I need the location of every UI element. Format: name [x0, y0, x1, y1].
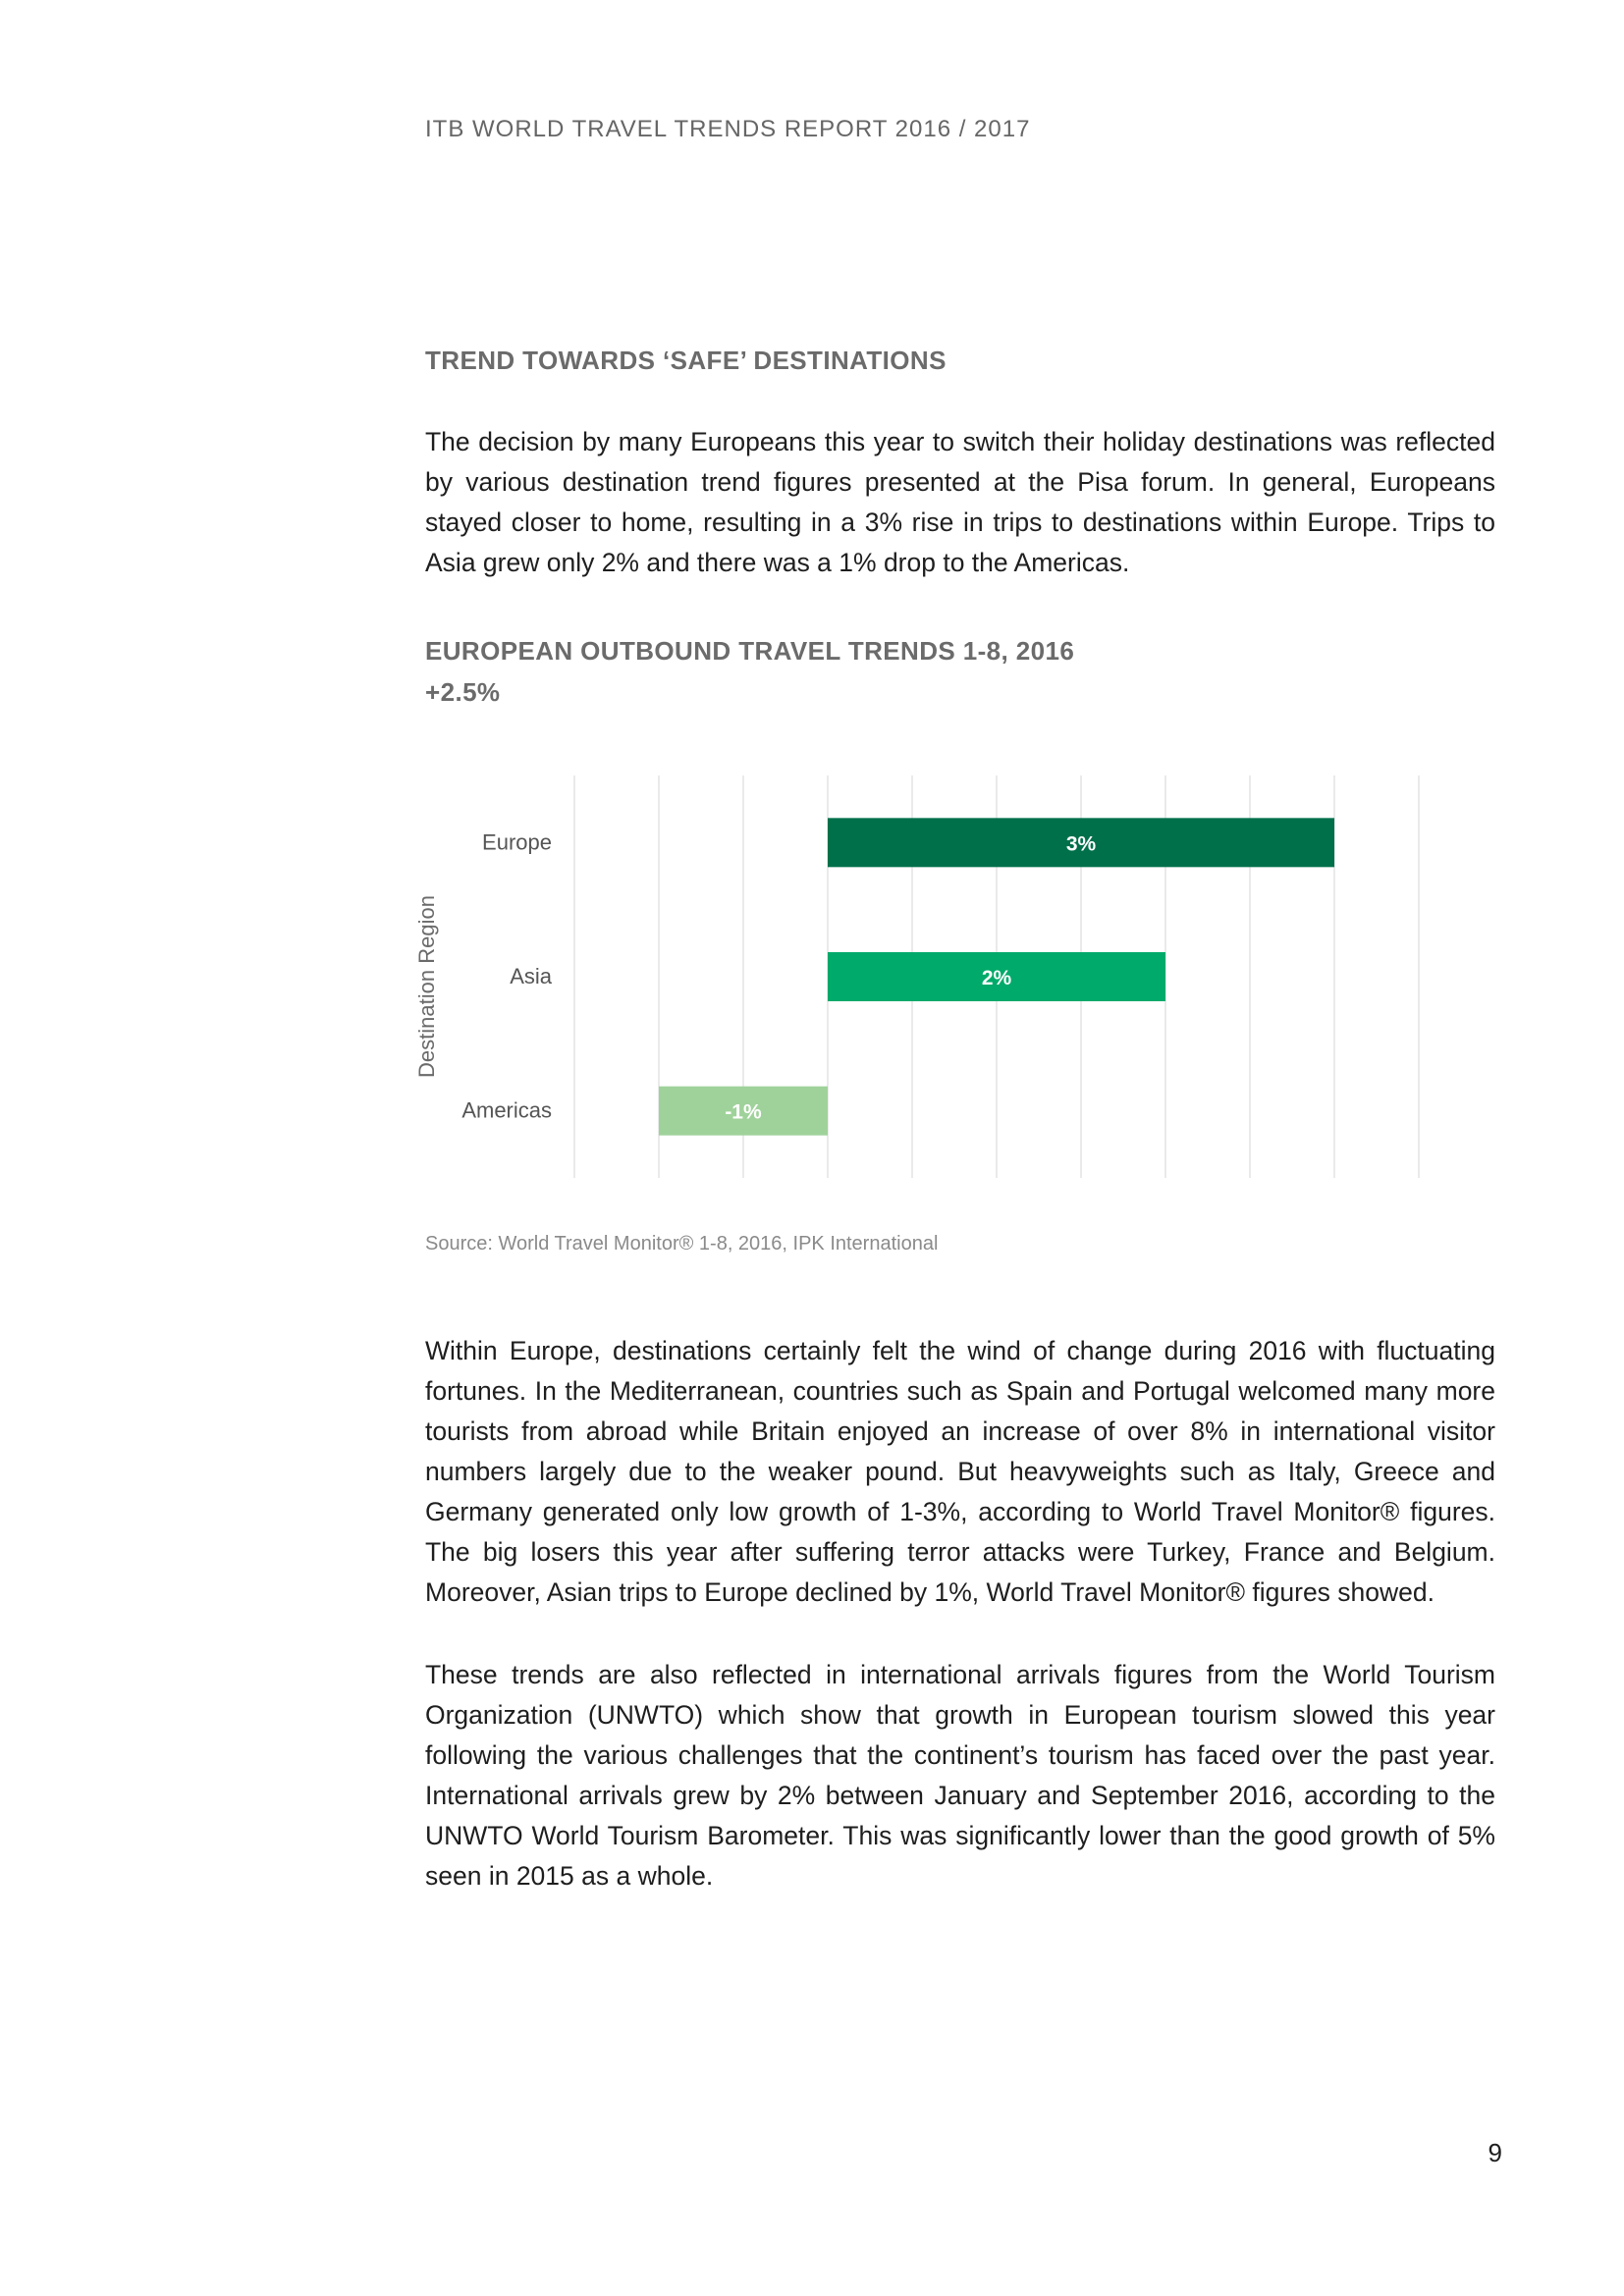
- paragraph-unwto-arrivals: These trends are also reflected in international arrivals figures from the World Tourism Organization (UNWTO) which show that growth in European tourism slowed this year following the various challenges that the continent’s tourism has faced over the past year. International arrivals grew by 2% between January and September 2016, according to the UNWTO World Tourism Barometer. This was significantly lower than the good growth of 5% seen in 2015 as a whole.: [425, 1660, 1495, 1891]
- category-label-europe: Europe: [482, 829, 552, 855]
- bar-chart-svg: [393, 766, 1434, 1198]
- chart-title: EUROPEAN OUTBOUND TRAVEL TRENDS 1-8, 2016: [425, 636, 1075, 666]
- chart-source: Source: World Travel Monitor® 1-8, 2016, IPK International: [425, 1233, 939, 1255]
- chart-heading: [425, 630, 1495, 713]
- running-header: ITB WORLD TRAVEL TRENDS REPORT 2016 / 2017: [425, 116, 1031, 142]
- y-axis-title: Destination Region: [414, 895, 439, 1078]
- page-number: 9: [1488, 2138, 1502, 2167]
- data-label-europe: 3%: [1065, 832, 1097, 856]
- data-label-americas: -1%: [725, 1100, 762, 1124]
- category-label-americas: Americas: [461, 1097, 552, 1123]
- section-title: TREND TOWARDS ‘SAFE’ DESTINATIONS: [425, 346, 947, 375]
- chart-subtitle: +2.5%: [425, 677, 501, 707]
- paragraph-intro: The decision by many Europeans this year to switch their holiday destinations was reflected by various destination trend figures presented at the Pisa forum. In general, Europeans stayed closer to home, resulting in a 3% rise in trips to destinations within Europe. Trips to Asia grew only 2% and there was a 1% drop to the Americas.: [425, 427, 1495, 577]
- category-label-asia: Asia: [510, 964, 552, 988]
- data-label-asia: 2%: [981, 967, 1012, 989]
- bar-chart: [393, 766, 1434, 1198]
- paragraph-europe-destinations: Within Europe, destinations certainly felt the wind of change during 2016 with fluctuating fortunes. In the Mediterranean, countries such as Spain and Portugal welcomed many more tourists from abroad while Britain enjoyed an increase of over 8% in international visitor numbers largely due to the weaker pound. But heavyweights such as Italy, Greece and Germany generated only low growth of 1-3%, according to World Travel Monitor® figures. The big losers this year after suffering terror attacks were Turkey, France and Belgium. Moreover, Asian trips to Europe declined by 1%, World Travel Monitor® figures showed.: [425, 1336, 1495, 1607]
